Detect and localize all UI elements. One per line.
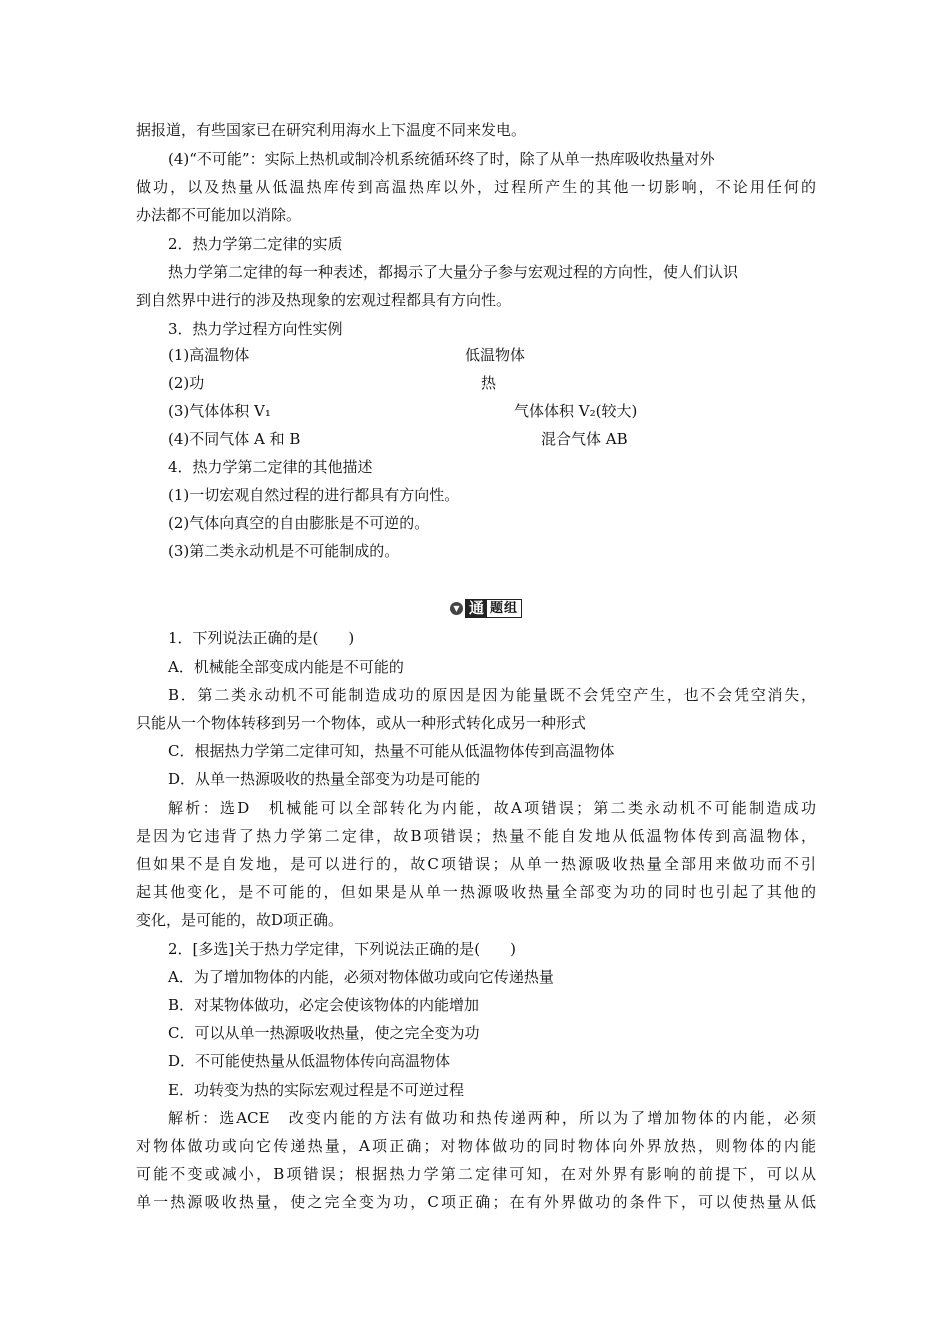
analysis-line: 但如果不是自发地，是可以进行的，故C项错误；从单一热源吸收热量全部用来做功而不引: [136, 855, 816, 873]
example-left: (2)功: [168, 374, 205, 392]
example-left: (3)气体体积 V₁: [168, 402, 271, 420]
analysis-line: 解析：选ACE 改变内能的方法有做功和热传递两种，所以为了增加物体的内能，必须: [168, 1109, 816, 1127]
option-a: A．机械能全部变成内能是不可能的: [168, 658, 404, 676]
example-left: (4)不同气体 A 和 B: [168, 430, 301, 448]
analysis-line: 单一热源吸收热量，使之完全变为功，C项正确；在有外界做功的条件下，可以使热量从低: [136, 1193, 816, 1211]
option-a: A．为了增加物体的内能，必须对物体做功或向它传递热量: [168, 968, 554, 986]
section-heading: 2．热力学第二定律的实质: [168, 235, 343, 253]
option-b: B．第二类永动机不可能制造成功的原因是因为能量既不会凭空产生，也不会凭空消失，: [168, 686, 816, 704]
question-stem: 2．[多选]关于热力学定律，下列说法正确的是( ): [168, 940, 516, 958]
text-line: 办法都不可能加以消除。: [136, 206, 302, 224]
badge-light-label: 题组: [490, 600, 519, 616]
text-line: 据报道，有些国家已在研究利用海水上下温度不同来发电。: [136, 121, 527, 139]
section-heading: 3．热力学过程方向性实例: [168, 320, 343, 338]
example-right: 热: [481, 374, 497, 392]
question-stem: 1．下列说法正确的是( ): [168, 629, 355, 647]
text-line: (4)“不可能”：实际上热机或制冷机系统循环终了时，除了从单一热库吸收热量对外: [168, 150, 715, 168]
analysis-line: 是因为它违背了热力学第二定律，故B项错误；热量不能自发地从低温物体传到高温物体，: [136, 827, 816, 845]
example-right: 低温物体: [465, 346, 526, 364]
option-d: D．从单一热源吸收的热量全部变为功是可能的: [168, 770, 481, 788]
analysis-line: 解析：选D 机械能可以全部转化为内能，故A项错误；第二类永动机不可能制造成功: [168, 799, 816, 817]
section-heading: 4．热力学第二定律的其他描述: [168, 458, 373, 476]
text-line: 做功，以及热量从低温热库传到高温热库以外，过程所产生的其他一切影响，不论用任何的: [136, 178, 816, 196]
option-d: D．不可能使热量从低温物体传向高温物体: [168, 1052, 451, 1070]
option-c: C．可以从单一热源吸收热量，使之完全变为功: [168, 1024, 480, 1042]
chevron-down-icon: ▼: [450, 602, 463, 615]
analysis-line: 变化，是可能的，故D项正确。: [136, 911, 344, 929]
badge-dark-label: 通: [466, 600, 487, 617]
option-c: C．根据热力学第二定律可知，热量不可能从低温物体传到高温物体: [168, 742, 615, 760]
text-line: (1)一切宏观自然过程的进行都具有方向性。: [168, 486, 460, 504]
example-right: 气体体积 V₂(较大): [514, 402, 638, 420]
analysis-line: 可能不变或减小，B项错误；根据热力学第二定律可知，在对外界有影响的前提下，可以从: [136, 1165, 816, 1183]
text-line: (2)气体向真空的自由膨胀是不可逆的。: [168, 514, 430, 532]
practice-group-badge: [450, 598, 530, 618]
example-left: (1)高温物体: [168, 346, 250, 364]
text-line: 热力学第二定律的每一种表述，都揭示了大量分子参与宏观过程的方向性，使人们认识: [168, 263, 739, 281]
option-e: E．功转变为热的实际宏观过程是不可逆过程: [168, 1081, 464, 1099]
text-line: 到自然界中进行的涉及热现象的宏观过程都具有方向性。: [136, 291, 512, 309]
text-line: (3)第二类永动机是不可能制成的。: [168, 542, 400, 560]
option-b-cont: 只能从一个物体转移到另一个物体，或从一种形式转化成另一种形式: [136, 714, 587, 732]
example-right: 混合气体 AB: [541, 430, 628, 448]
analysis-line: 对物体做功或向它传递热量，A项正确；对物体做功的同时物体向外界放热，则物体的内能: [136, 1137, 816, 1155]
option-b: B．对某物体做功，必定会使该物体的内能增加: [168, 996, 480, 1014]
analysis-line: 起其他变化，是不可能的，但如果是从单一热源吸收热量全部变为功的同时也引起了其他的: [136, 883, 816, 901]
badge-box: [465, 599, 522, 618]
